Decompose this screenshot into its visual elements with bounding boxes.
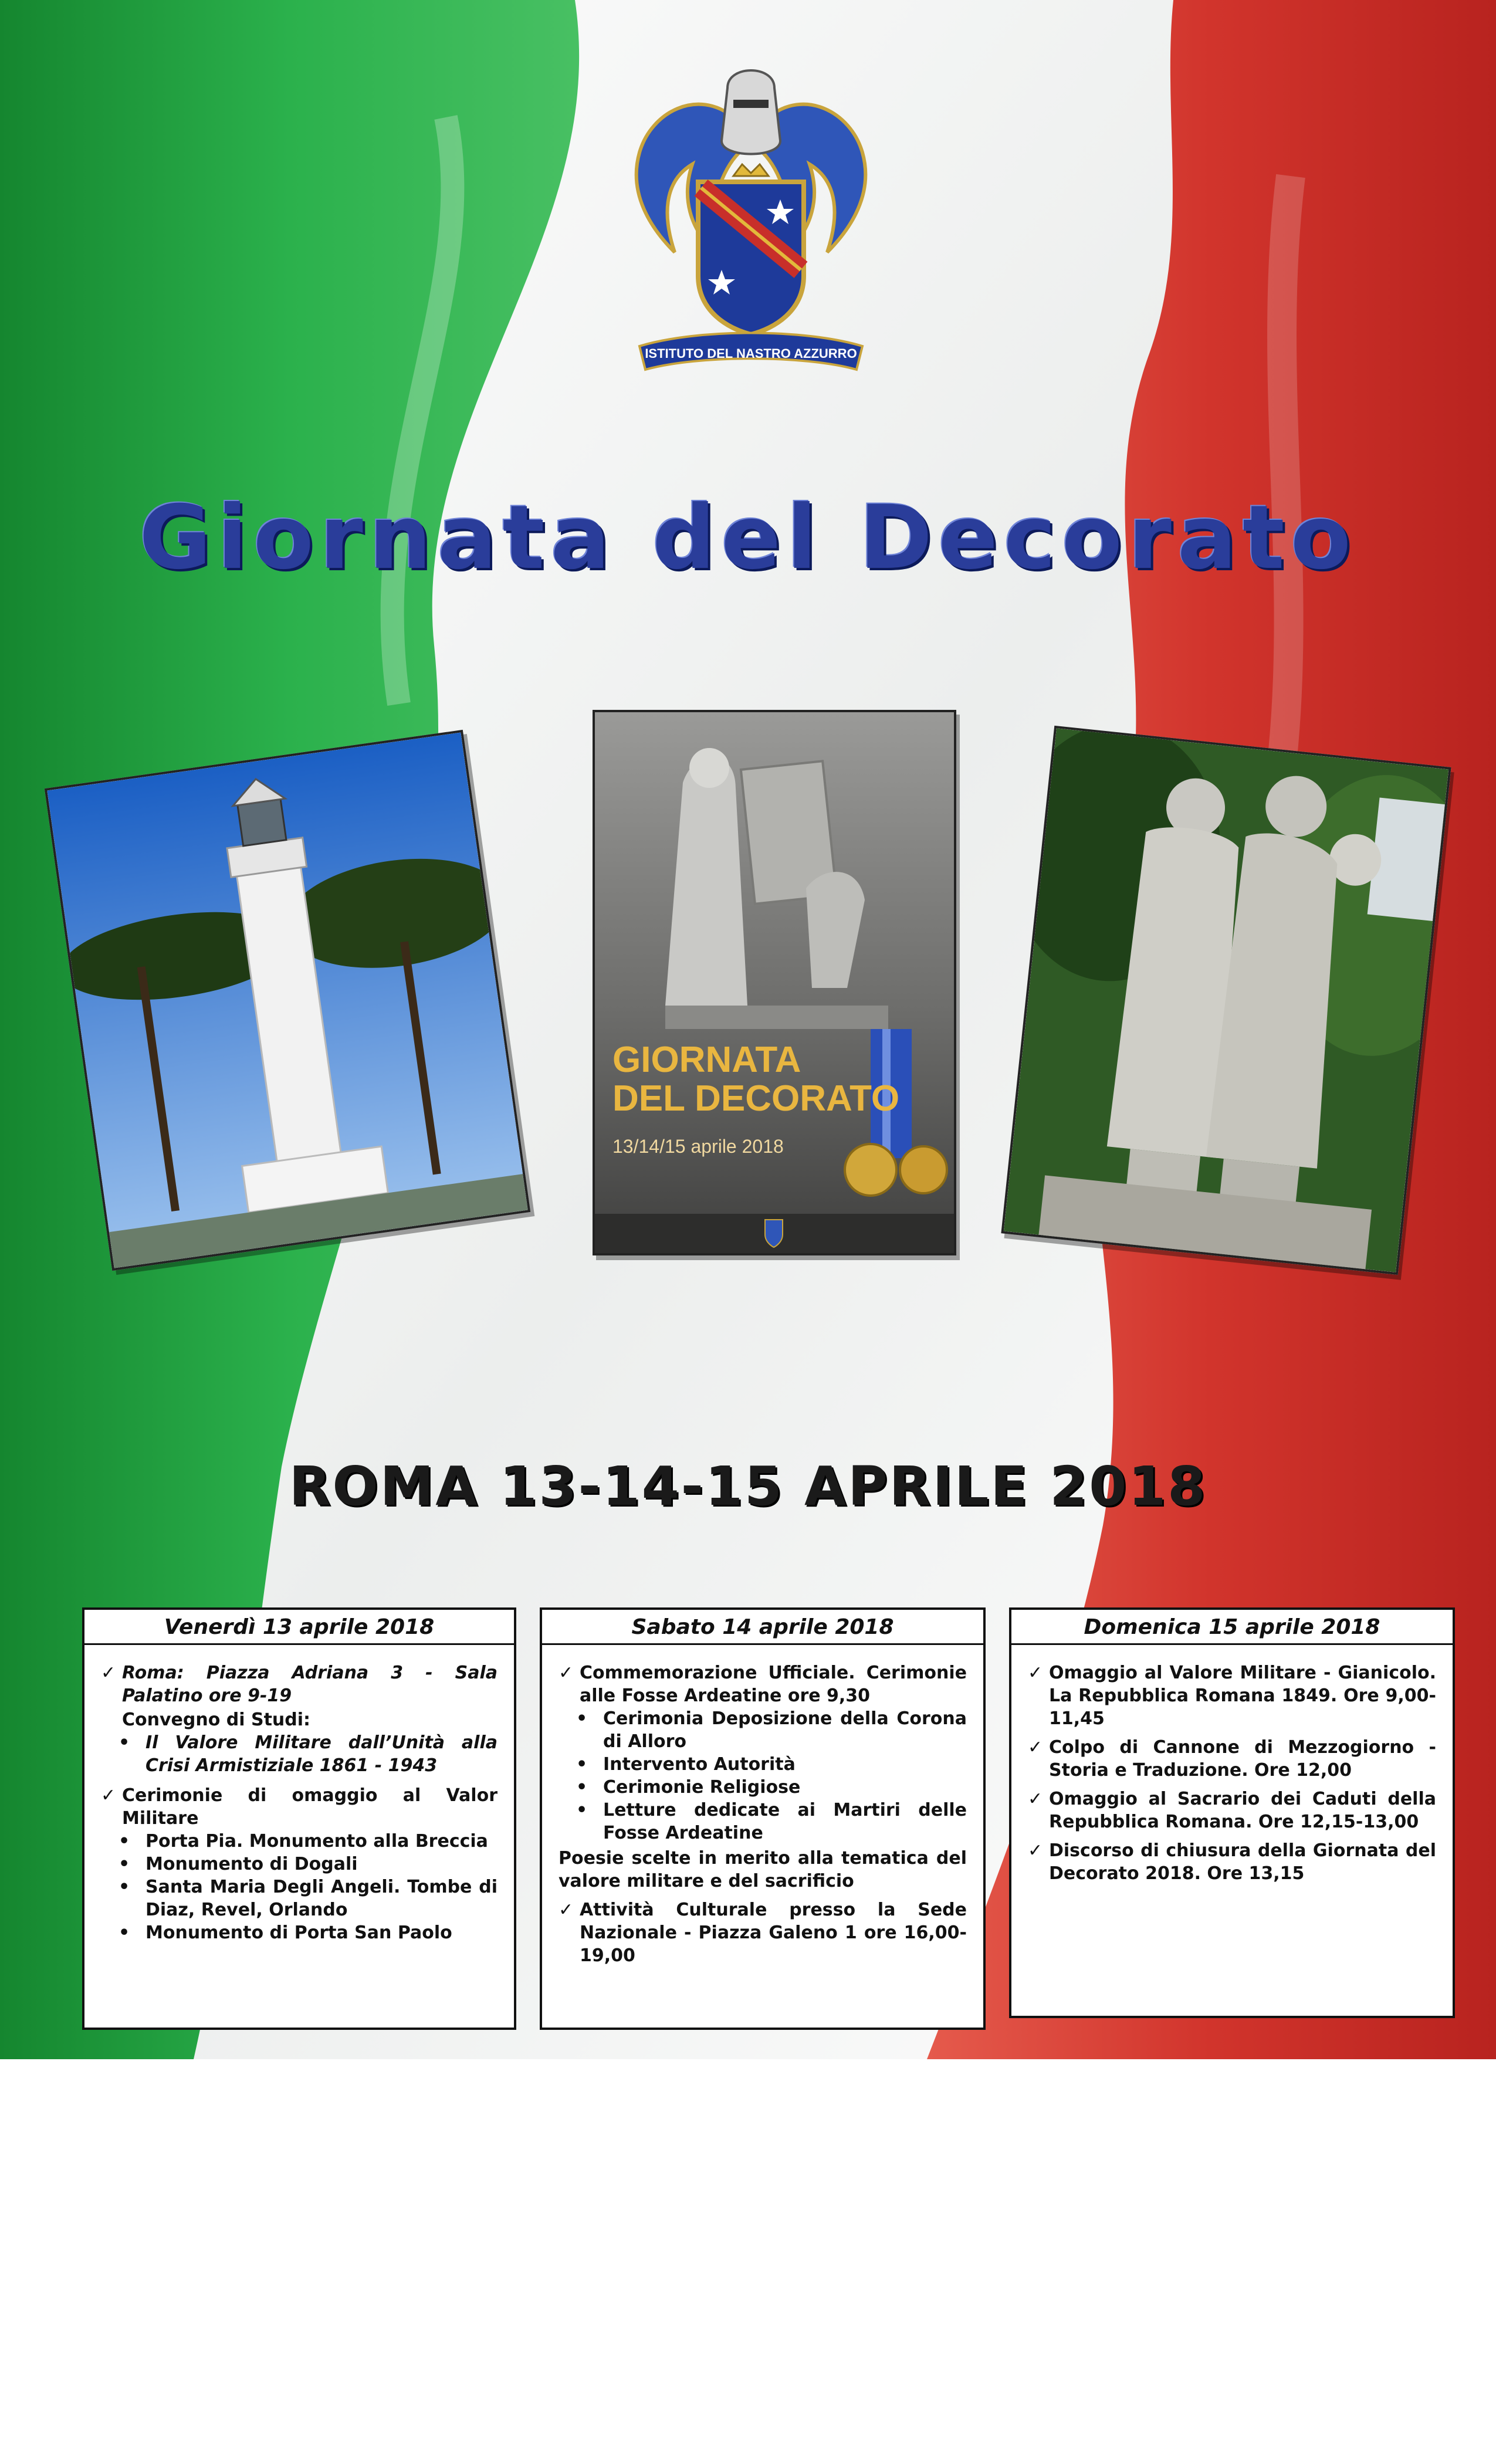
bullet-icon: • bbox=[119, 1877, 130, 1897]
program-subitem bbox=[119, 1731, 497, 1777]
bullet-icon: • bbox=[576, 1777, 588, 1798]
program-subitem bbox=[119, 1921, 497, 1944]
program-subitem bbox=[576, 1753, 967, 1776]
program-subitem bbox=[119, 1876, 497, 1921]
emblem-motto: ISTITUTO DEL NASTRO AZZURRO bbox=[645, 346, 857, 361]
program-subitem-text: Santa Maria Degli Angeli. Tombe di Diaz, Revel, Orlando bbox=[145, 1877, 497, 1920]
day-title-friday: Venerdì 13 aprile 2018 bbox=[84, 1610, 514, 1645]
cover-text bbox=[612, 1041, 941, 1157]
bullet-icon: • bbox=[119, 1831, 130, 1852]
program-item-text: Commemorazione Ufficiale. Cerimonie alle Fosse Ardeatine ore 9,30 bbox=[580, 1663, 967, 1706]
program-subitem-text: Letture dedicate ai Martiri delle Fosse Ardeatine bbox=[603, 1800, 967, 1843]
bullet-icon: • bbox=[576, 1800, 588, 1820]
check-icon: ✓ bbox=[1028, 1737, 1043, 1758]
crown-icon bbox=[733, 164, 769, 176]
program-item-text: Colpo di Cannone di Mezzogiorno - Storia e Traduzione. Ore 12,00 bbox=[1049, 1737, 1436, 1781]
program-item-text: Cerimonie di omaggio al Valor Militare bbox=[122, 1785, 497, 1829]
bullet-icon: • bbox=[576, 1708, 588, 1729]
program-box-friday bbox=[82, 1607, 516, 2030]
day-body-saturday bbox=[542, 1645, 983, 1973]
program-item-text: Discorso di chiusura della Giornata del Decorato 2018. Ore 13,15 bbox=[1049, 1840, 1436, 1884]
program-subitem-text: Monumento di Dogali bbox=[145, 1854, 358, 1874]
program-note: Poesie scelte in merito alla tematica del valore militare e del sacrificio bbox=[559, 1848, 967, 1891]
check-icon: ✓ bbox=[559, 1900, 574, 1920]
program-subitem-text: Cerimonie Religiose bbox=[603, 1777, 801, 1798]
program-subitem bbox=[119, 1830, 497, 1853]
check-icon: ✓ bbox=[1028, 1789, 1043, 1809]
program-item-text: Convegno di Studi: bbox=[122, 1710, 311, 1730]
program-item-text: Omaggio al Sacrario dei Caduti della Repubblica Romana. Ore 12,15-13,00 bbox=[1049, 1789, 1436, 1832]
program-item-text: Attività Culturale presso la Sede Nazionale - Piazza Galeno 1 ore 16,00-19,00 bbox=[580, 1900, 967, 1966]
program-item bbox=[559, 1661, 967, 1707]
program-subitem-text: Cerimonia Deposizione della Corona di Alloro bbox=[603, 1708, 967, 1752]
bullet-icon: • bbox=[576, 1754, 588, 1775]
day-title-saturday: Sabato 14 aprile 2018 bbox=[542, 1610, 983, 1645]
check-icon: ✓ bbox=[101, 1663, 116, 1683]
bullet-icon: • bbox=[119, 1923, 130, 1943]
program-item bbox=[1028, 1839, 1436, 1885]
program-box-sunday bbox=[1009, 1607, 1455, 2018]
photo-event-cover bbox=[593, 710, 956, 1255]
program-subitem-text: Il Valore Militare dall’Unità alla Crisi Armistiziale 1861 - 1943 bbox=[145, 1732, 497, 1776]
program-item-text: Omaggio al Valore Militare - Gianicolo. La Repubblica Romana 1849. Ore 9,00-11,45 bbox=[1049, 1663, 1436, 1729]
check-icon: ✓ bbox=[559, 1663, 574, 1683]
program-subitem-text: Monumento di Porta San Paolo bbox=[145, 1923, 452, 1943]
bullet-icon: • bbox=[119, 1854, 130, 1874]
cover-date: 13/14/15 aprile 2018 bbox=[612, 1136, 784, 1157]
program-item bbox=[101, 1784, 497, 1830]
program-box-saturday bbox=[540, 1607, 986, 2030]
day-title-sunday: Domenica 15 aprile 2018 bbox=[1011, 1610, 1453, 1645]
program-subitem-text: Intervento Autorità bbox=[603, 1754, 796, 1775]
day-body-sunday bbox=[1011, 1645, 1453, 1891]
program-item-text: Roma: Piazza Adriana 3 - Sala Palatino ore 9-19 bbox=[122, 1663, 497, 1706]
event-dates-heading: ROMA 13-14-15 APRILE 2018 bbox=[289, 1455, 1207, 1518]
cover-title-line2: DEL DECORATO bbox=[612, 1078, 900, 1119]
program-item bbox=[1028, 1736, 1436, 1782]
program-item bbox=[559, 1898, 967, 1967]
day-body-friday bbox=[84, 1645, 514, 1950]
bullet-icon: • bbox=[119, 1732, 130, 1753]
cover-title-line1: GIORNATA bbox=[612, 1040, 801, 1080]
program-subitem bbox=[576, 1776, 967, 1799]
program-item bbox=[1028, 1788, 1436, 1833]
program-subitem bbox=[576, 1799, 967, 1844]
photo-statue bbox=[1001, 726, 1451, 1275]
check-icon: ✓ bbox=[101, 1785, 116, 1806]
nastro-azzurro-emblem bbox=[628, 53, 874, 381]
program-item bbox=[101, 1661, 497, 1731]
page-title: Giornata del Decorato bbox=[139, 487, 1357, 589]
photo-lighthouse bbox=[45, 730, 531, 1271]
program-subitem bbox=[119, 1853, 497, 1876]
check-icon: ✓ bbox=[1028, 1663, 1043, 1683]
program-item bbox=[1028, 1661, 1436, 1730]
check-icon: ✓ bbox=[1028, 1840, 1043, 1861]
helmet-icon bbox=[722, 70, 780, 154]
program-subitem bbox=[576, 1707, 967, 1753]
program-subitem-text: Porta Pia. Monumento alla Breccia bbox=[145, 1831, 488, 1852]
cover-title bbox=[612, 1041, 941, 1118]
